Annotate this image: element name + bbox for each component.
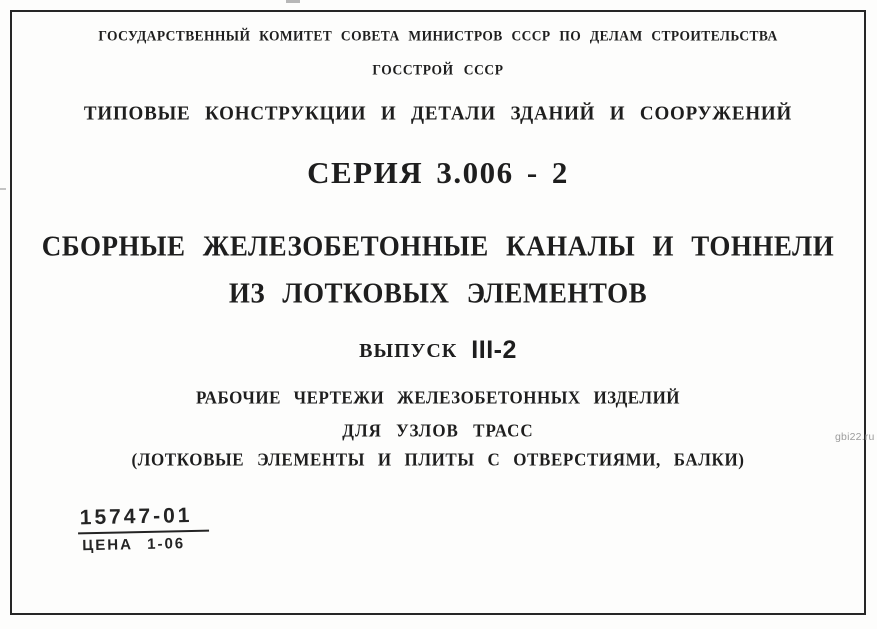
subtitle-line-3: (ЛОТКОВЫЕ ЭЛЕМЕНТЫ И ПЛИТЫ С ОТВЕРСТИЯМИ, БАЛКИ) <box>131 449 745 470</box>
stamp-price-line <box>78 535 209 555</box>
subtitle-line-1: РАБОЧИЕ ЧЕРТЕЖИ ЖЕЛЕЗОБЕТОННЫХ ИЗДЕЛИЙ <box>195 387 681 408</box>
stamp-price-label: ЦЕНА <box>82 536 134 555</box>
subtitle-line-2: ДЛЯ УЗЛОВ ТРАСС <box>342 420 534 441</box>
price-stamp <box>78 504 210 555</box>
site-watermark: gbi22.ru <box>835 431 875 443</box>
stamp-price-value: 1-06 <box>146 535 186 553</box>
main-title-line-2: ИЗ ЛОТКОВЫХ ЭЛЕМЕНТОВ <box>228 277 648 309</box>
issue-line <box>12 336 864 365</box>
scan-artifact-speck <box>0 188 6 190</box>
issue-label: ВЫПУСК <box>359 340 458 362</box>
gosstroy-header-line: ГОССТРОЙ СССР <box>372 61 504 78</box>
scan-artifact-speck <box>286 0 300 3</box>
series-number-title: СЕРИЯ 3.006 - 2 <box>307 155 569 190</box>
main-title-line-1: СБОРНЫЕ ЖЕЛЕЗОБЕТОННЫЕ КАНАЛЫ И ТОННЕЛИ <box>41 230 835 262</box>
series-caption-line: ТИПОВЫЕ КОНСТРУКЦИИ И ДЕТАЛИ ЗДАНИЙ И СООРУЖЕНИЙ <box>83 102 793 125</box>
issue-number: III-2 <box>471 336 517 364</box>
stamp-code: 15747-01 <box>78 504 209 535</box>
committee-header-line: ГОСУДАРСТВЕННЫЙ КОМИТЕТ СОВЕТА МИНИСТРОВ СССР ПО ДЕЛАМ СТРОИТЕЛЬСТВА <box>98 27 778 44</box>
